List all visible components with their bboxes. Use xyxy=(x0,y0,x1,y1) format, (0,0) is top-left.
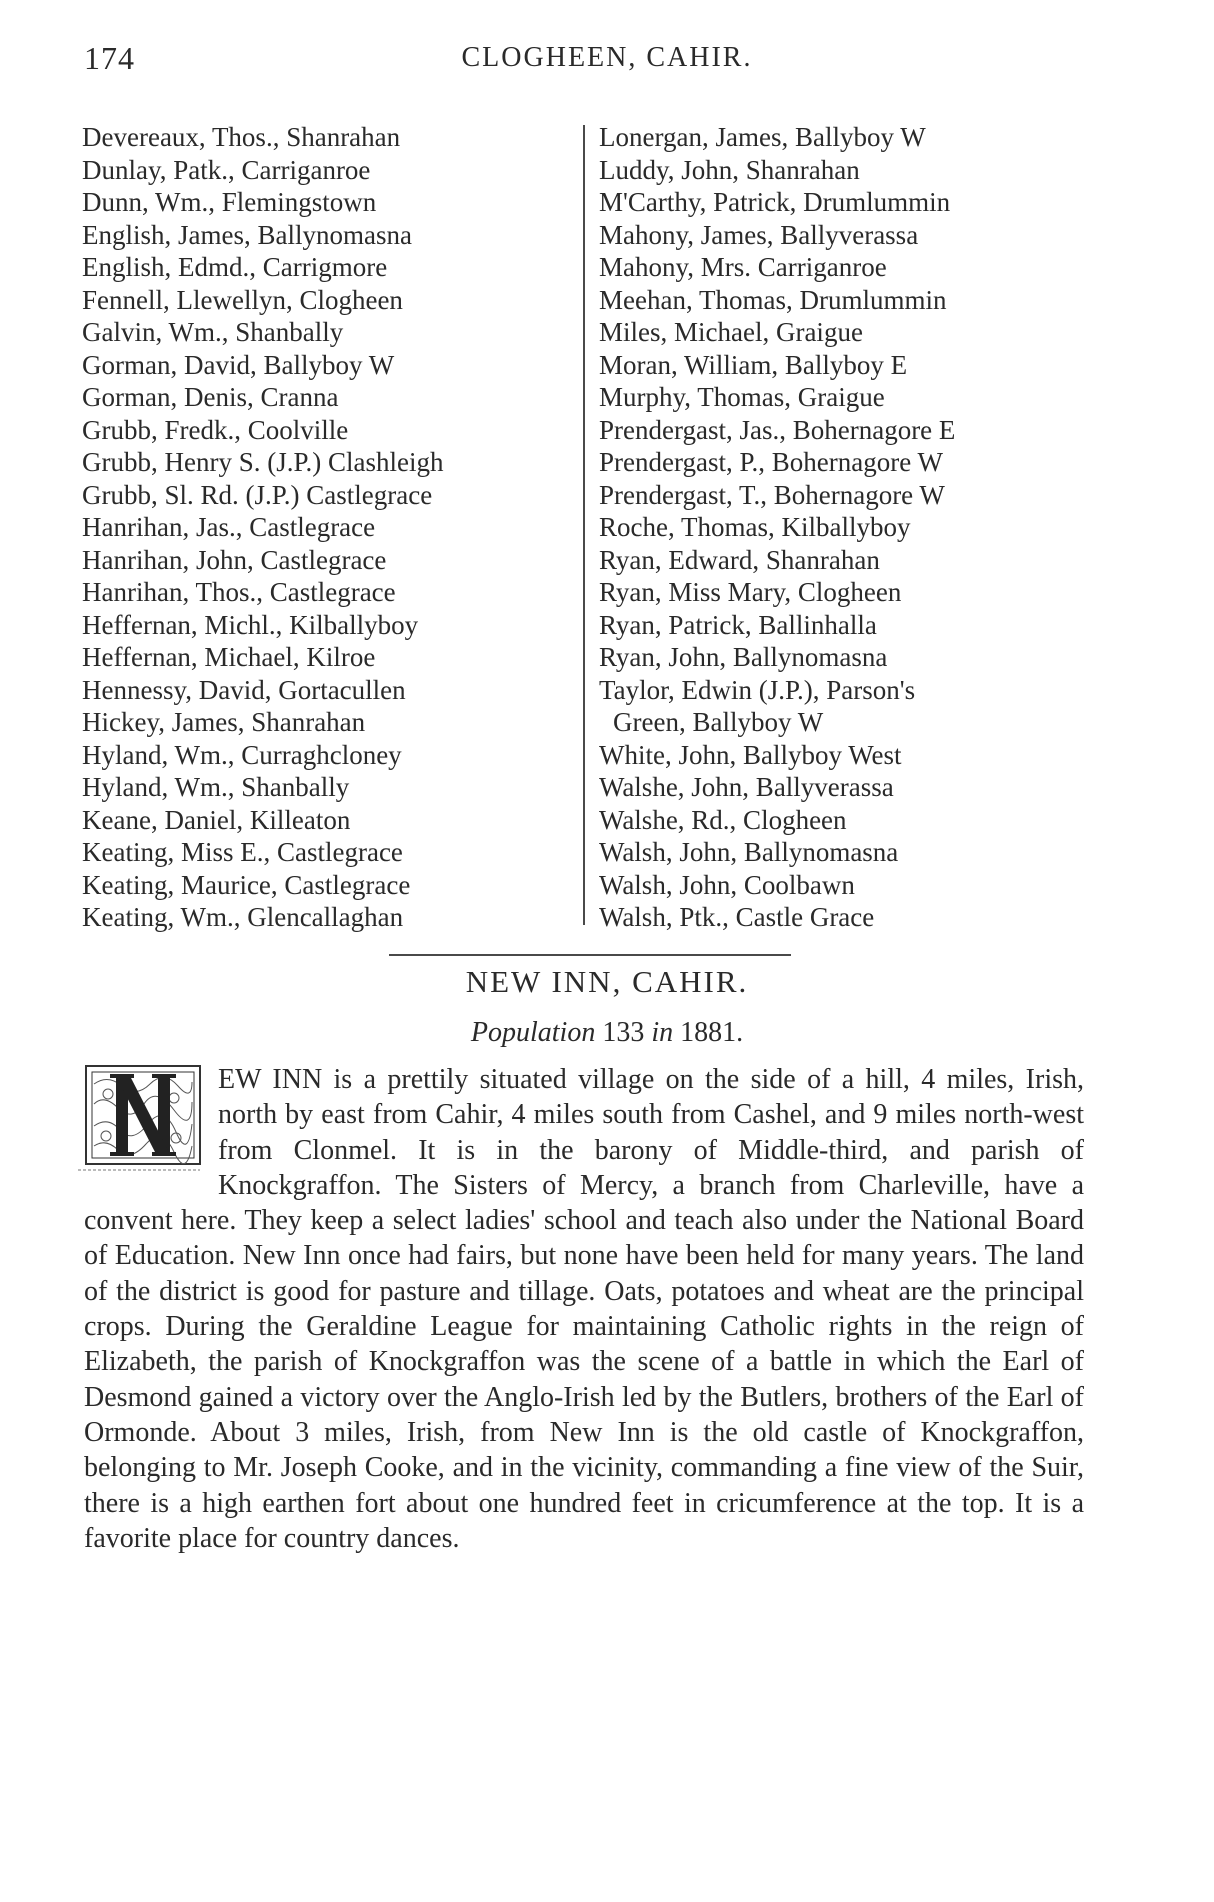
list-item: Dunn, Wm., Flemingstown xyxy=(82,187,377,217)
population-in: in xyxy=(651,1017,674,1048)
list-item: Heffernan, Michael, Kilroe xyxy=(82,642,376,672)
population-line xyxy=(0,1017,1214,1049)
drop-cap-icon xyxy=(78,1064,204,1176)
list-item: M'Carthy, Patrick, Drumlummin xyxy=(599,187,951,217)
list-item: Meehan, Thomas, Drumlummin xyxy=(599,284,947,315)
list-item: Walsh, Ptk., Castle Grace xyxy=(599,902,875,932)
list-item: Hanrihan, Thos., Castlegrace xyxy=(82,577,396,607)
list-item: Grubb, Fredk., Coolville xyxy=(82,414,349,445)
list-item: Devereaux, Thos., Shanrahan xyxy=(82,122,401,152)
list-item: Keating, Wm., Glencallaghan xyxy=(82,902,404,932)
list-item: Taylor, Edwin (J.P.), Parson's xyxy=(599,674,916,705)
list-item: White, John, Ballyboy West xyxy=(599,739,902,770)
list-item: Keane, Daniel, Killeaton xyxy=(82,804,351,835)
list-item: English, James, Ballynomasna xyxy=(82,219,412,250)
section-title: NEW INN, CAHIR. xyxy=(465,964,749,999)
list-item: Hanrihan, John, Castlegrace xyxy=(82,544,387,575)
list-item: Walsh, John, Ballynomasna xyxy=(599,837,899,867)
list-item: Miles, Michael, Graigue xyxy=(599,317,863,347)
list-item: Fennell, Llewellyn, Clogheen xyxy=(82,284,403,315)
population-label: Population xyxy=(470,1017,596,1048)
list-item: Prendergast, T., Bohernagore W xyxy=(599,479,945,510)
list-item: Walshe, Rd., Clogheen xyxy=(599,804,847,835)
list-item: Keating, Miss E., Castlegrace xyxy=(82,837,403,867)
list-item: Prendergast, P., Bohernagore W xyxy=(599,447,943,477)
list-item: Hickey, James, Shanrahan xyxy=(82,707,366,737)
list-item: Hennessy, David, Gortacullen xyxy=(82,674,406,705)
directory-columns xyxy=(82,121,1082,931)
list-item: Moran, William, Ballyboy E xyxy=(599,349,908,380)
list-item: Keating, Maurice, Castlegrace xyxy=(82,869,411,900)
list-item: Ryan, Edward, Shanrahan xyxy=(599,544,880,575)
list-item: Hyland, Wm., Curraghcloney xyxy=(82,739,402,770)
section-paragraph: EW INN is a prettily situated village on the side of a hill, 4 miles, Irish, north by east from Cahir, 4 miles south from Cashel, and 9 miles north-west from Clonmel. It is in the barony of Middle-third, and parish of Knockgraffon. The Sisters of Mercy, a branch from Charleville, have a convent here. They keep a select ladies' school and teach also under the National Board of Education. New Inn once had fairs, but none have been held for many years. The land of the district is good for pasture and tillage. Oats, potatoes and wheat are the principal crops. During the Geraldine League for maintaining Catholic rights in the reign of Elizabeth, the parish of Knockgraffon was the scene of a battle in which the Earl of Desmond gained a victory over the Anglo-Irish led by the Butlers, brothers of the Earl of Ormonde. About 3 miles, Irish, from New Inn is the old castle of Knockgraffon, belonging to Mr. Joseph Cooke, and in the vicinity, commanding a fine view of the Suir, there is a high earthen fort about one hundred feet in cricumference at the top. It is a favorite place for country dances. xyxy=(84,1064,1084,1554)
list-item: Grubb, Henry S. (J.P.) Clashleigh xyxy=(82,447,444,477)
list-item: Walshe, John, Ballyverassa xyxy=(599,772,894,802)
list-item: Dunlay, Patk., Carriganroe xyxy=(82,154,371,185)
list-item: Prendergast, Jas., Bohernagore E xyxy=(599,414,956,445)
list-item: Mahony, James, Ballyverassa xyxy=(599,219,919,250)
right-column xyxy=(599,121,1099,934)
list-item: Heffernan, Michl., Kilballyboy xyxy=(82,609,419,640)
list-item: Ryan, Patrick, Ballinhalla xyxy=(599,609,877,640)
list-item: Roche, Thomas, Kilballyboy xyxy=(599,512,911,542)
list-item: Grubb, Sl. Rd. (J.P.) Castlegrace xyxy=(82,479,433,510)
list-item: Hanrihan, Jas., Castlegrace xyxy=(82,512,376,542)
list-item: English, Edmd., Carrigmore xyxy=(82,252,388,282)
list-item: Ryan, Miss Mary, Clogheen xyxy=(599,577,902,607)
list-item: Galvin, Wm., Shanbally xyxy=(82,317,344,347)
section-rule xyxy=(389,954,791,956)
page-number: 174 xyxy=(84,40,135,76)
running-title: CLOGHEEN, CAHIR. xyxy=(461,42,753,73)
list-item: Ryan, John, Ballynomasna xyxy=(599,642,888,672)
population-year: 1881. xyxy=(680,1017,744,1048)
list-item: Hyland, Wm., Shanbally xyxy=(82,772,350,802)
left-column xyxy=(82,121,577,934)
list-item: Gorman, Denis, Cranna xyxy=(82,382,339,412)
list-item-continuation: Green, Ballyboy W xyxy=(613,707,824,737)
population-value: 133 xyxy=(602,1017,645,1048)
section-body xyxy=(84,1062,1084,1556)
list-item: Mahony, Mrs. Carriganroe xyxy=(599,252,887,282)
list-item: Lonergan, James, Ballyboy W xyxy=(599,122,926,152)
list-item: Walsh, John, Coolbawn xyxy=(599,869,855,900)
column-divider xyxy=(583,125,585,925)
list-item: Gorman, David, Ballyboy W xyxy=(82,349,395,380)
list-item: Murphy, Thomas, Graigue xyxy=(599,382,885,412)
list-item: Luddy, John, Shanrahan xyxy=(599,154,860,185)
